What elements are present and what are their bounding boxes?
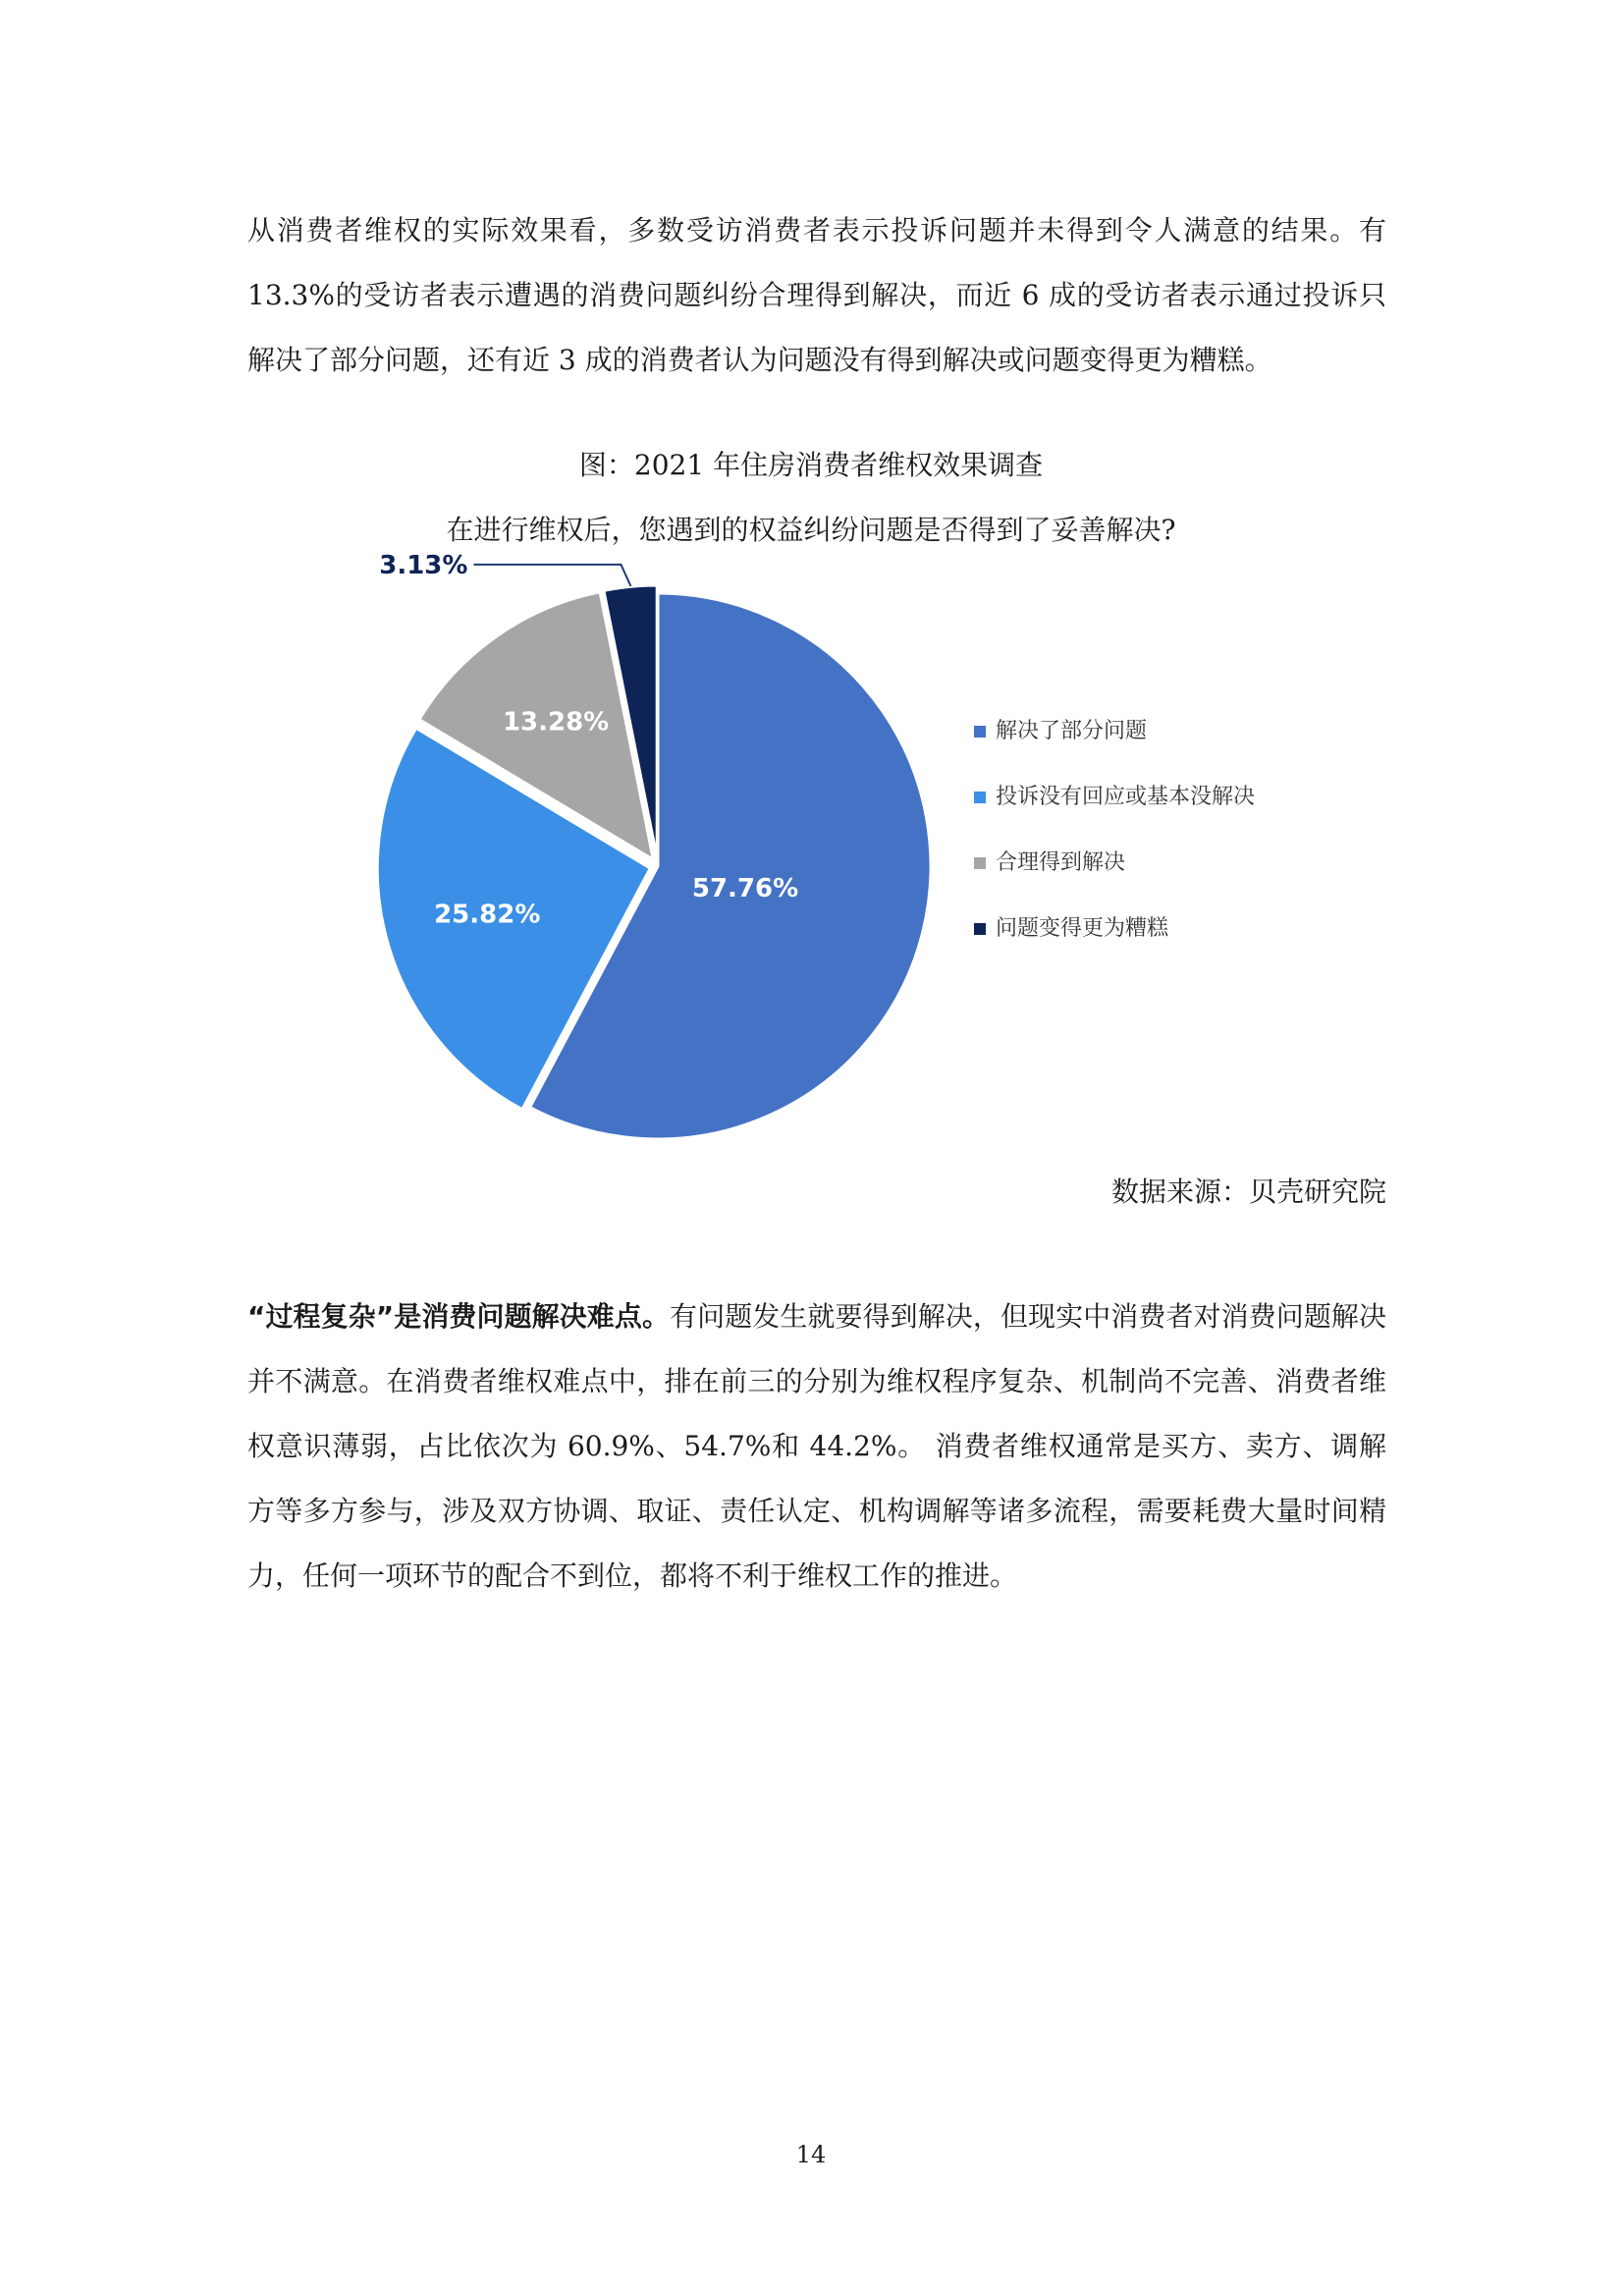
pie-chart <box>346 550 1308 1171</box>
legend-swatch <box>974 857 986 869</box>
legend-label: 合理得到解决 <box>996 850 1126 875</box>
paragraph-intro: 从消费者维权的实际效果看，多数受访消费者表示投诉问题并未得到令人满意的结果。有13.3%的受访者表示遭遇的消费问题纠纷合理得到解决，而近 6 成的受访者表示通过投诉只解决了部分问题，还有近 3 成的消费者认为问题没有得到解决或问题变得更为糟糕。 <box>247 214 1386 376</box>
leader-line <box>473 565 630 586</box>
slice-value-label: 57.76% <box>691 874 799 904</box>
paragraph-difficulty <box>247 1285 1386 1609</box>
figure-question: 在进行维权后，您遇到的权益纠纷问题是否得到了妥善解决? <box>446 514 1176 546</box>
slice-value-label: 25.82% <box>434 900 541 930</box>
legend-label: 问题变得更为糟糕 <box>996 916 1169 941</box>
legend-swatch <box>974 726 986 738</box>
legend-swatch <box>974 792 986 803</box>
legend-swatch <box>974 923 986 935</box>
legend-label: 解决了部分问题 <box>996 719 1148 743</box>
figure-title: 图：2021 年住房消费者维权效果调查 <box>578 449 1044 481</box>
legend-label: 投诉没有回应或基本没解决 <box>996 785 1256 809</box>
paragraph-lead: “过程复杂”是消费问题解决难点。 <box>247 1300 671 1333</box>
slice-value-label: 13.28% <box>502 707 610 738</box>
page-number: 14 <box>795 2141 827 2168</box>
data-source: 数据来源：贝壳研究院 <box>1110 1175 1386 1208</box>
paragraph-body: 有问题发生就要得到解决，但现实中消费者对消费问题解决并不满意。在消费者维权难点中，排在前三的分别为维权程序复杂、机制尚不完善、消费者维权意识薄弱，占比依次为 60.9%、54.7%和 44.2%。 消费者维权通常是买方、卖方、调解方等多方参与，涉及双方协调、取证、责任认定、机构调解等诸多流程，需要耗费大量时间精力，任何一项环节的配合不到位，都将不利于维权工作的推进。 <box>247 1300 1386 1592</box>
slice-value-label: 3.13% <box>379 550 468 580</box>
